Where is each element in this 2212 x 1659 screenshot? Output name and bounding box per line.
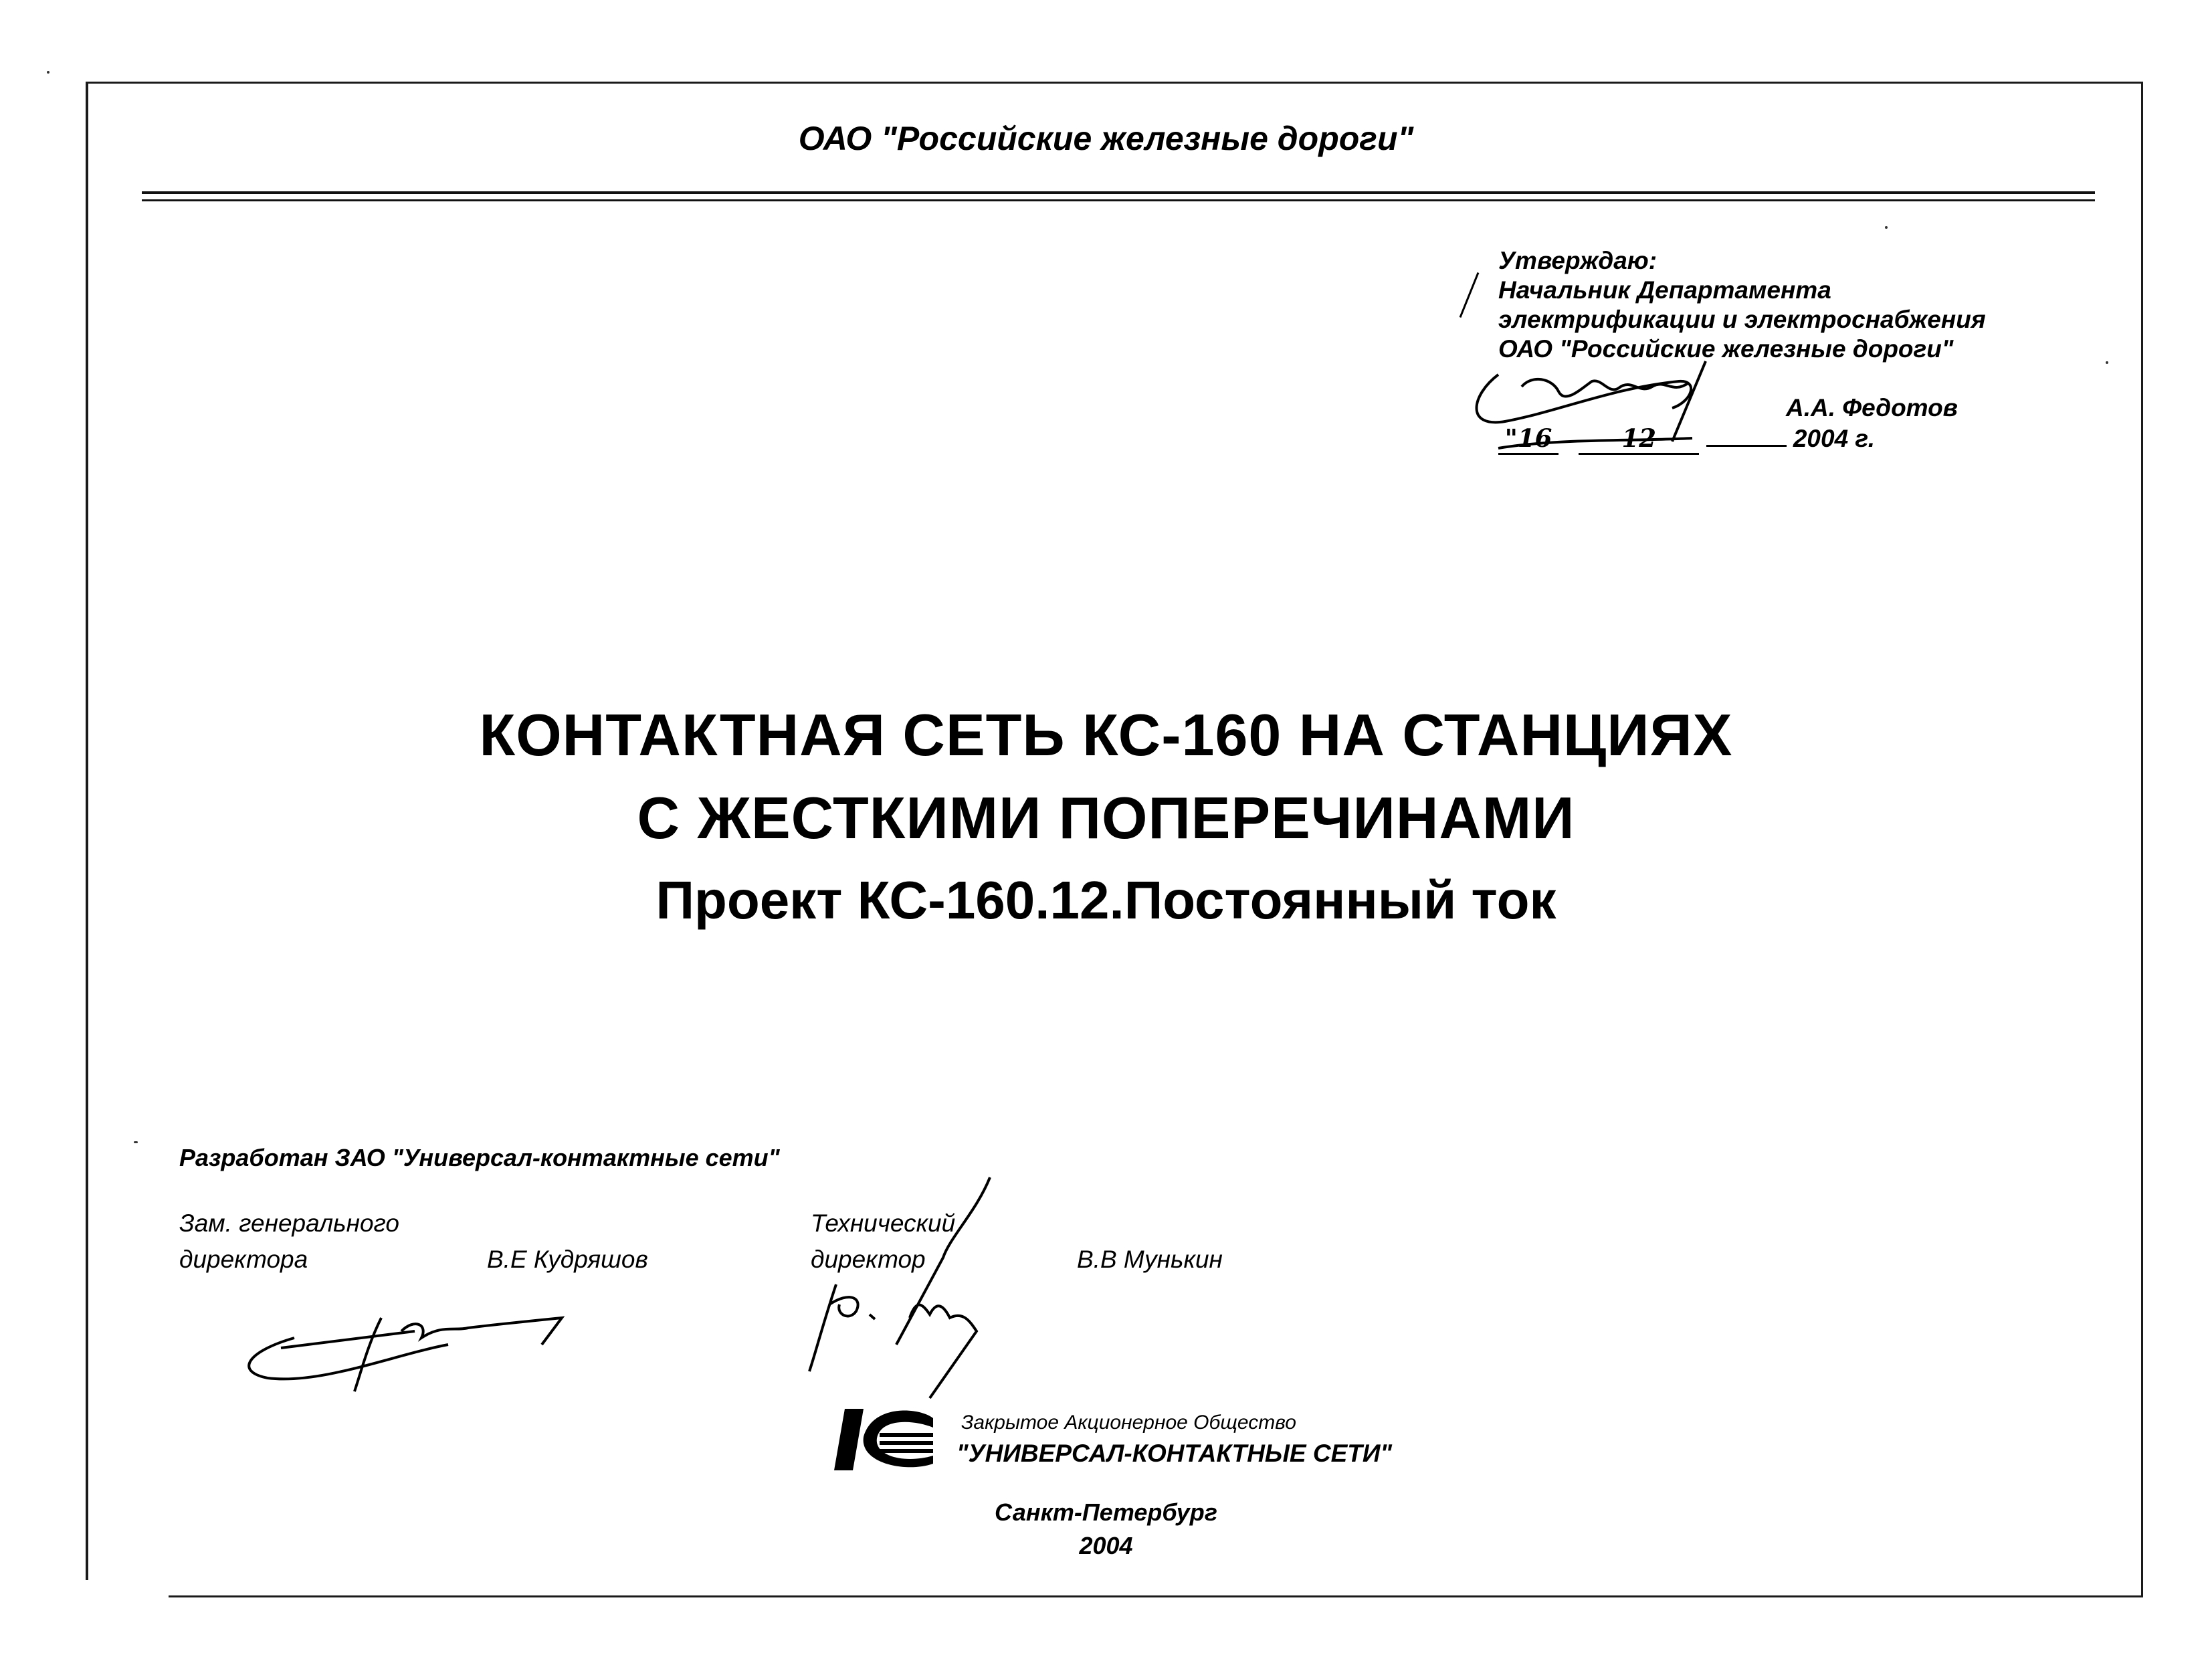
header-rule-bottom [142, 199, 2095, 201]
city: Санкт-Петербург [995, 1498, 1217, 1526]
frame-top-border [86, 82, 2143, 84]
approval-date: "16 12 2004 г. [1498, 423, 1875, 455]
company-type: Закрытое Акционерное Общество [961, 1411, 1296, 1434]
approval-position-line1: Начальник Департамента [1498, 276, 1831, 304]
approver-signature [1458, 348, 1806, 455]
developer-label: Разработан ЗАО "Универсал-контактные сети" [179, 1144, 780, 1171]
approval-position-line2: электрификации и электроснабжения [1498, 306, 1986, 333]
deputy-title-line1: Зам. генерального [179, 1209, 399, 1237]
organization-header: ОАО "Российские железные дороги" [798, 120, 1414, 157]
tech-director-title-line1: Технический [811, 1209, 956, 1237]
frame-bottom-border [169, 1595, 2143, 1597]
header-rule-top [142, 191, 2095, 194]
document-title-line1: КОНТАКТНАЯ СЕТЬ КС-160 НА СТАНЦИЯХ [479, 702, 1733, 768]
approval-date-month: 12 [1579, 423, 1699, 455]
scan-speck [134, 1141, 138, 1143]
company-name: "УНИВЕРСАЛ-КОНТАКТНЫЕ СЕТИ" [957, 1440, 1393, 1467]
tech-director-name: В.В Мунькин [1077, 1246, 1223, 1273]
approval-position-line3: ОАО "Российские железные дороги" [1498, 335, 1954, 363]
deputy-name: В.Е Кудряшов [487, 1246, 648, 1273]
project-title: Проект КС-160.12.Постоянный ток [656, 870, 1556, 930]
scan-speck [1885, 226, 1888, 229]
year: 2004 [1079, 1532, 1133, 1559]
scan-speck [2106, 361, 2108, 364]
approval-block [1498, 246, 1986, 453]
deputy-title-line2: директора [179, 1246, 308, 1273]
tech-director-signature [776, 1171, 1017, 1425]
document-title-line2: С ЖЕСТКИМИ ПОПЕРЕЧИНАМИ [637, 785, 1575, 851]
scan-speck [47, 71, 49, 74]
approval-date-day: 16 [1517, 423, 1552, 453]
approval-heading: Утверждаю: [1498, 247, 1657, 274]
deputy-signature [227, 1291, 602, 1405]
approval-date-year: 2004 г. [1793, 425, 1875, 452]
approval-mark [1460, 272, 1480, 318]
tech-director-title-line2: директор [811, 1246, 926, 1273]
company-logo-icon [833, 1403, 940, 1477]
approver-name: А.А. Федотов [1786, 394, 1958, 421]
